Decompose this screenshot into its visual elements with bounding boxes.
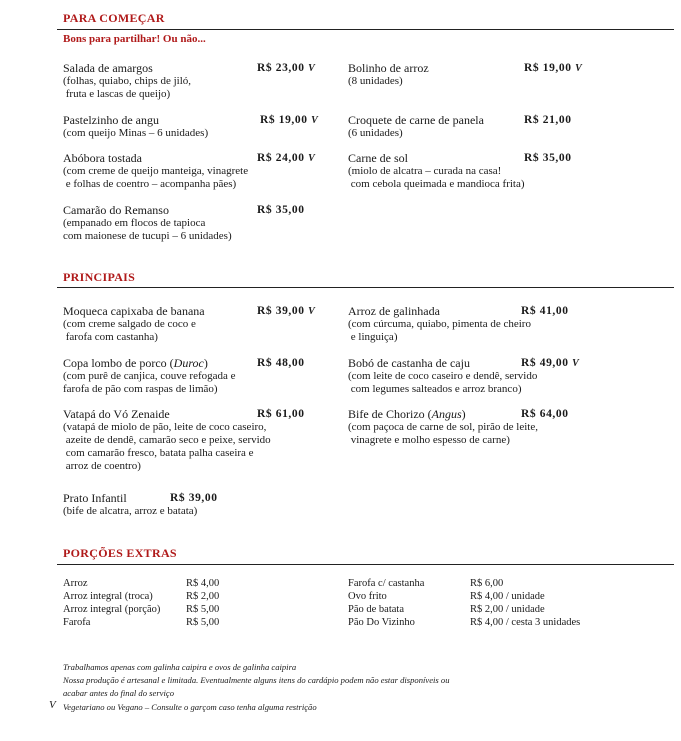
item-description: (empanado em flocos de tapioca com maionese de tucupi – 6 unidades) bbox=[63, 217, 232, 242]
extra-price: R$ 4,00 / cesta 3 unidades bbox=[470, 617, 581, 628]
extra-price: R$ 5,00 bbox=[186, 617, 220, 628]
item-price: R$ 39,00 bbox=[170, 492, 218, 504]
item-price: R$ 64,00 bbox=[521, 408, 569, 420]
vegetarian-icon: V bbox=[572, 358, 580, 369]
item-description: (com leite de coco caseiro e dendê, servido com legumes salteados e arroz branco) bbox=[348, 370, 538, 395]
menu-item bbox=[348, 408, 538, 447]
vegetarian-icon: V bbox=[308, 153, 316, 164]
footer-note: Vegetariano ou Vegano – Consulte o garçom caso tenha alguma restrição bbox=[63, 702, 317, 712]
item-price: R$ 24,00 V bbox=[257, 152, 316, 164]
item-name: Prato Infantil bbox=[63, 491, 127, 505]
item-description: (com paçoca de carne de sol, pirão de leite, vinagrete e molho espesso de carne) bbox=[348, 421, 538, 446]
vegetarian-icon: V bbox=[308, 63, 316, 74]
item-name: Bobó de castanha de caju bbox=[348, 356, 470, 370]
extra-name: Farofa c/ castanha bbox=[348, 578, 425, 589]
extra-price: R$ 2,00 bbox=[186, 591, 220, 602]
item-name: Bolinho de arroz bbox=[348, 61, 429, 75]
extra-name: Pão de batata bbox=[348, 604, 404, 615]
vegetarian-icon: V bbox=[49, 699, 56, 711]
item-name: Abóbora tostada bbox=[63, 151, 142, 165]
extra-price: R$ 5,00 bbox=[186, 604, 220, 615]
item-price: R$ 23,00 V bbox=[257, 62, 316, 74]
extra-price: R$ 4,00 bbox=[186, 578, 220, 589]
item-name: Bife de Chorizo (Angus) bbox=[348, 407, 466, 421]
item-description: (folhas, quiabo, chips de jiló, fruta e lascas de queijo) bbox=[63, 75, 192, 100]
menu-item bbox=[348, 114, 484, 140]
section-rule bbox=[57, 564, 674, 565]
item-price: R$ 61,00 bbox=[257, 408, 305, 420]
footer-note: Trabalhamos apenas com galinha caipira e ovos de galinha caipira bbox=[63, 662, 297, 672]
menu-item bbox=[63, 408, 271, 473]
item-description: (bife de alcatra, arroz e batata) bbox=[63, 505, 198, 517]
extra-name: Farofa bbox=[63, 617, 91, 628]
item-price: R$ 41,00 bbox=[521, 305, 569, 317]
item-name: Carne de sol bbox=[348, 151, 408, 165]
extra-name: Arroz bbox=[63, 578, 88, 589]
menu-item bbox=[63, 114, 208, 140]
item-name: Pastelzinho de angu bbox=[63, 113, 159, 127]
item-price: R$ 19,00 V bbox=[524, 62, 583, 74]
extra-name: Ovo frito bbox=[348, 591, 387, 602]
item-description: (com cúrcuma, quiabo, pimenta de cheiro e linguiça) bbox=[348, 318, 531, 343]
extra-name: Arroz integral (porção) bbox=[63, 604, 161, 615]
vegetarian-icon: V bbox=[311, 115, 319, 126]
item-name: Moqueca capixaba de banana bbox=[63, 304, 205, 318]
item-price: R$ 35,00 bbox=[524, 152, 572, 164]
menu-item bbox=[348, 357, 537, 396]
item-description: (8 unidades) bbox=[348, 75, 403, 87]
menu-item bbox=[348, 305, 531, 344]
item-price: R$ 35,00 bbox=[257, 204, 305, 216]
item-description: (miolo de alcatra – curada na casa! com cebola queimada e mandioca frita) bbox=[348, 165, 525, 190]
item-price: R$ 21,00 bbox=[524, 114, 572, 126]
section-rule bbox=[57, 287, 674, 288]
menu-item bbox=[348, 152, 525, 191]
section-subtitle: Bons para partilhar! Ou não... bbox=[63, 33, 206, 45]
menu-item bbox=[63, 204, 232, 243]
footer-note: Nossa produção é artesanal e limitada. Eventualmente alguns itens do cardápio podem não estar disponíveis ou bbox=[63, 675, 450, 685]
item-description: (com creme salgado de coco e farofa com castanha) bbox=[63, 318, 196, 343]
menu-item bbox=[63, 357, 236, 396]
item-name: Camarão do Remanso bbox=[63, 203, 169, 217]
menu-item bbox=[63, 152, 248, 191]
section-title-main: PRINCIPAIS bbox=[63, 270, 136, 284]
vegetarian-icon: V bbox=[308, 306, 316, 317]
section-title-extras: PORÇÕES EXTRAS bbox=[63, 546, 177, 560]
item-name: Salada de amargos bbox=[63, 61, 153, 75]
item-description: (com queijo Minas – 6 unidades) bbox=[63, 127, 209, 139]
menu-item bbox=[348, 62, 429, 88]
item-name: Croquete de carne de panela bbox=[348, 113, 484, 127]
item-name: Vatapá do Vó Zenaide bbox=[63, 407, 170, 421]
item-price: R$ 48,00 bbox=[257, 357, 305, 369]
item-name: Arroz de galinhada bbox=[348, 304, 440, 318]
item-description: (vatapá de miolo de pão, leite de coco caseiro, azeite de dendê, camarão seco e peixe, servido com camarão fresco, batata palha caseira e arroz de coentro) bbox=[63, 421, 271, 472]
section-title-start: PARA COMEÇAR bbox=[63, 11, 165, 25]
menu-item bbox=[63, 305, 205, 344]
vegetarian-icon: V bbox=[575, 63, 583, 74]
extra-name: Pão Do Vizinho bbox=[348, 617, 415, 628]
item-price: R$ 39,00 V bbox=[257, 305, 316, 317]
item-price: R$ 19,00 V bbox=[260, 114, 319, 126]
extra-name: Arroz integral (troca) bbox=[63, 591, 153, 602]
extra-price: R$ 2,00 / unidade bbox=[470, 604, 545, 615]
menu-item bbox=[63, 62, 191, 101]
footer-note: acabar antes do final do serviço bbox=[63, 688, 174, 698]
item-description: (6 unidades) bbox=[348, 127, 403, 139]
extra-price: R$ 4,00 / unidade bbox=[470, 591, 545, 602]
item-name: Copa lombo de porco (Duroc) bbox=[63, 356, 208, 370]
item-description: (com purê de canjica, couve refogada e farofa de pão com raspas de limão) bbox=[63, 370, 236, 395]
extra-price: R$ 6,00 bbox=[470, 578, 504, 589]
section-rule bbox=[57, 29, 674, 30]
item-price: R$ 49,00 V bbox=[521, 357, 580, 369]
item-description: (com creme de queijo manteiga, vinagrete e folhas de coentro – acompanha pães) bbox=[63, 165, 249, 190]
